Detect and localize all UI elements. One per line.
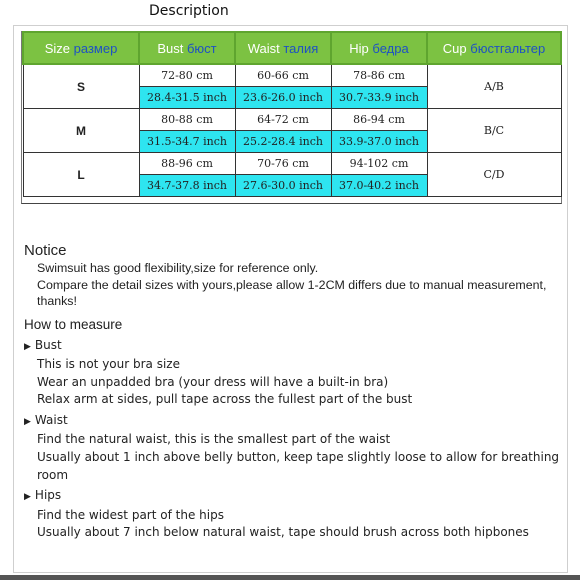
description-card [13, 25, 568, 573]
waist-inch: 25.2-28.4 inch [235, 131, 331, 153]
waist-cm: 60-66 cm [235, 64, 331, 87]
waist-inch: 23.6-26.0 inch [235, 87, 331, 109]
header-row [23, 32, 561, 64]
measure-item-waist: ▶ Waist [24, 412, 68, 427]
header-bust: Bust бюст [139, 32, 235, 64]
measure-line: Relax arm at sides, pull tape across the fullest part of the bust [37, 392, 413, 407]
measure-line: Find the widest part of the hips [37, 507, 224, 522]
header-hip: Hip бедра [331, 32, 427, 64]
table-row [23, 109, 561, 131]
hip-inch: 37.0-40.2 inch [331, 175, 427, 197]
triangle-bullet-icon: ▶ [24, 492, 31, 503]
size-table [22, 31, 562, 197]
hip-cm: 94-102 cm [331, 153, 427, 175]
waist-inch: 27.6-30.0 inch [235, 175, 331, 197]
size-label: M [23, 109, 139, 153]
how-to-measure-title: How to measure [24, 316, 123, 332]
header-size: Size размер [23, 32, 139, 64]
header-cup: Cup бюстгальтер [427, 32, 561, 64]
hip-inch: 33.9-37.0 inch [331, 131, 427, 153]
bust-cm: 88-96 cm [139, 153, 235, 175]
bust-inch: 28.4-31.5 inch [139, 87, 235, 109]
notes-section [24, 241, 564, 542]
measure-line: This is not your bra size [37, 357, 180, 372]
page-heading: Description [149, 3, 229, 19]
hip-inch: 30.7-33.9 inch [331, 87, 427, 109]
bust-inch: 31.5-34.7 inch [139, 131, 235, 153]
notice-title: Notice [24, 242, 67, 259]
cup-size: C/D [427, 153, 561, 197]
measure-line: Find the natural waist, this is the smallest part of the waist [37, 432, 391, 447]
triangle-bullet-icon: ▶ [24, 341, 31, 352]
measure-line: Wear an unpadded bra (your dress will have a built-in bra) [37, 374, 389, 389]
size-chart-frame [21, 31, 562, 204]
bust-inch: 34.7-37.8 inch [139, 175, 235, 197]
cup-size: A/B [427, 64, 561, 109]
measure-line: Usually about 7 inch below natural waist, tape should brush across both hipbones [37, 525, 529, 540]
bottom-bar [0, 575, 580, 580]
how-to-measure-list [24, 337, 564, 543]
header-waist: Waist талия [235, 32, 331, 64]
bust-cm: 72-80 cm [139, 64, 235, 87]
triangle-bullet-icon: ▶ [24, 416, 31, 427]
measure-item-bust: ▶ Bust [24, 337, 62, 352]
notice-line: Swimsuit has good flexibility,size for reference only. [37, 261, 319, 275]
table-row [23, 153, 561, 175]
hip-cm: 78-86 cm [331, 64, 427, 87]
table-row [23, 64, 561, 87]
measure-item-hips: ▶ Hips [24, 488, 62, 503]
size-label: L [23, 153, 139, 197]
measure-line: Usually about 1 inch above belly button, keep tape slightly loose to allow for breathing room [37, 450, 560, 482]
bust-cm: 80-88 cm [139, 109, 235, 131]
waist-cm: 70-76 cm [235, 153, 331, 175]
size-label: S [23, 64, 139, 109]
waist-cm: 64-72 cm [235, 109, 331, 131]
hip-cm: 86-94 cm [331, 109, 427, 131]
notice-line: Compare the detail sizes with yours,please allow 1-2CM differs due to manual measurement, thanks! [37, 277, 547, 308]
cup-size: B/C [427, 109, 561, 153]
